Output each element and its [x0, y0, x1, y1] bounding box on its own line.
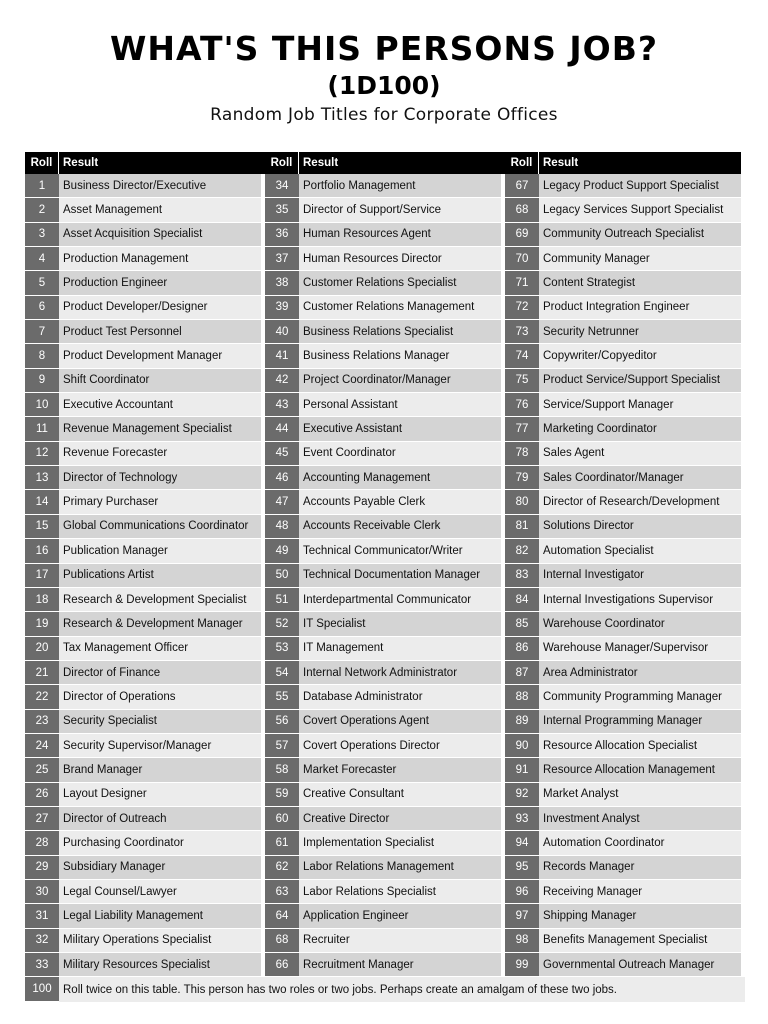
roll-number: 51 [265, 588, 299, 612]
job-title: Database Administrator [299, 685, 501, 709]
job-title: Primary Purchaser [59, 490, 261, 514]
table-row [25, 393, 745, 417]
table-row [25, 661, 745, 685]
job-title: Community Manager [539, 247, 741, 271]
column-header-roll-3: Roll [505, 152, 539, 174]
roll-number: 63 [265, 880, 299, 904]
roll-number: 54 [265, 661, 299, 685]
roll-number: 33 [25, 953, 59, 977]
table-row [25, 198, 745, 222]
result-text: Roll twice on this table. This person has two roles or two jobs. Perhaps create an amalgam of these two jobs. [59, 977, 745, 1001]
job-title: Recruiter [299, 929, 501, 953]
job-title: Investment Analyst [539, 807, 741, 831]
roll-number: 99 [505, 953, 539, 977]
job-title: Customer Relations Management [299, 296, 501, 320]
table-row [25, 344, 745, 368]
column-header-result-2: Result [299, 152, 501, 174]
job-title: Technical Documentation Manager [299, 564, 501, 588]
job-title: Community Outreach Specialist [539, 223, 741, 247]
roll-number: 73 [505, 320, 539, 344]
job-title: Revenue Management Specialist [59, 417, 261, 441]
job-title: Internal Investigations Supervisor [539, 588, 741, 612]
job-title: Director of Support/Service [299, 198, 501, 222]
roll-number: 6 [25, 296, 59, 320]
job-title: Military Operations Specialist [59, 929, 261, 953]
job-title: Brand Manager [59, 758, 261, 782]
job-title: Content Strategist [539, 271, 741, 295]
roll-number: 57 [265, 734, 299, 758]
table-row [25, 320, 745, 344]
job-title: Subsidiary Manager [59, 856, 261, 880]
roll-number: 27 [25, 807, 59, 831]
roll-number: 14 [25, 490, 59, 514]
roll-number: 16 [25, 539, 59, 563]
job-title: Director of Outreach [59, 807, 261, 831]
roll-number: 49 [265, 539, 299, 563]
roll-number: 98 [505, 929, 539, 953]
job-title: Implementation Specialist [299, 831, 501, 855]
roll-number: 85 [505, 612, 539, 636]
roll-number: 41 [265, 344, 299, 368]
job-title: Labor Relations Management [299, 856, 501, 880]
job-table [25, 152, 745, 1002]
roll-number: 1 [25, 174, 59, 198]
roll-number: 61 [265, 831, 299, 855]
roll-number: 96 [505, 880, 539, 904]
job-title: Accounting Management [299, 466, 501, 490]
job-title: Shift Coordinator [59, 369, 261, 393]
job-title: Director of Finance [59, 661, 261, 685]
column-header-roll-1: Roll [25, 152, 59, 174]
roll-number: 5 [25, 271, 59, 295]
job-title: Records Manager [539, 856, 741, 880]
job-title: Asset Management [59, 198, 261, 222]
job-title: Production Engineer [59, 271, 261, 295]
job-title: Tax Management Officer [59, 637, 261, 661]
job-title: Personal Assistant [299, 393, 501, 417]
roll-number: 53 [265, 637, 299, 661]
job-title: Portfolio Management [299, 174, 501, 198]
table-row [25, 490, 745, 514]
roll-number: 9 [25, 369, 59, 393]
roll-number: 69 [505, 223, 539, 247]
roll-number: 58 [265, 758, 299, 782]
roll-number: 12 [25, 442, 59, 466]
table-row [25, 564, 745, 588]
roll-number: 30 [25, 880, 59, 904]
table-row [25, 904, 745, 928]
job-title: Product Integration Engineer [539, 296, 741, 320]
job-title: Sales Agent [539, 442, 741, 466]
roll-number: 15 [25, 515, 59, 539]
job-title: Publications Artist [59, 564, 261, 588]
roll-number: 100 [25, 977, 59, 1001]
table-row [25, 734, 745, 758]
roll-number: 92 [505, 783, 539, 807]
column-header-result-1: Result [59, 152, 261, 174]
table-row [25, 539, 745, 563]
table-row [25, 223, 745, 247]
job-title: Recruitment Manager [299, 953, 501, 977]
roll-number: 72 [505, 296, 539, 320]
roll-number: 62 [265, 856, 299, 880]
table-row [25, 296, 745, 320]
job-title: Product Development Manager [59, 344, 261, 368]
roll-number: 13 [25, 466, 59, 490]
job-title: Copywriter/Copyeditor [539, 344, 741, 368]
job-title: Product Developer/Designer [59, 296, 261, 320]
job-title: Community Programming Manager [539, 685, 741, 709]
job-title: Governmental Outreach Manager [539, 953, 741, 977]
roll-number: 77 [505, 417, 539, 441]
roll-number: 97 [505, 904, 539, 928]
roll-number: 38 [265, 271, 299, 295]
job-title: Market Forecaster [299, 758, 501, 782]
table-row [25, 807, 745, 831]
roll-number: 91 [505, 758, 539, 782]
roll-number: 79 [505, 466, 539, 490]
job-title: Resource Allocation Management [539, 758, 741, 782]
roll-number: 10 [25, 393, 59, 417]
roll-number: 87 [505, 661, 539, 685]
table-row [25, 612, 745, 636]
job-title: Accounts Payable Clerk [299, 490, 501, 514]
job-title: Creative Director [299, 807, 501, 831]
roll-number: 52 [265, 612, 299, 636]
table-row [25, 369, 745, 393]
job-title: Legacy Services Support Specialist [539, 198, 741, 222]
roll-number: 93 [505, 807, 539, 831]
table-row [25, 637, 745, 661]
roll-number: 35 [265, 198, 299, 222]
job-title: Security Specialist [59, 710, 261, 734]
job-title: Asset Acquisition Specialist [59, 223, 261, 247]
job-title: Labor Relations Specialist [299, 880, 501, 904]
roll-number: 26 [25, 783, 59, 807]
job-title: Service/Support Manager [539, 393, 741, 417]
roll-number: 20 [25, 637, 59, 661]
job-title: Director of Research/Development [539, 490, 741, 514]
roll-number: 75 [505, 369, 539, 393]
job-title: Area Administrator [539, 661, 741, 685]
job-title: Internal Investigator [539, 564, 741, 588]
job-title: Human Resources Director [299, 247, 501, 271]
job-title: Security Supervisor/Manager [59, 734, 261, 758]
roll-number: 55 [265, 685, 299, 709]
roll-number: 11 [25, 417, 59, 441]
roll-number: 76 [505, 393, 539, 417]
job-title: Global Communications Coordinator [59, 515, 261, 539]
roll-number: 50 [265, 564, 299, 588]
roll-number: 74 [505, 344, 539, 368]
job-title: Layout Designer [59, 783, 261, 807]
roll-number: 68 [265, 929, 299, 953]
roll-number: 40 [265, 320, 299, 344]
job-title: Interdepartmental Communicator [299, 588, 501, 612]
roll-number: 81 [505, 515, 539, 539]
roll-number: 86 [505, 637, 539, 661]
roll-number: 95 [505, 856, 539, 880]
roll-number: 34 [265, 174, 299, 198]
roll-number: 64 [265, 904, 299, 928]
roll-number: 24 [25, 734, 59, 758]
roll-number: 37 [265, 247, 299, 271]
job-title: Technical Communicator/Writer [299, 539, 501, 563]
roll-number: 67 [505, 174, 539, 198]
job-title: Warehouse Coordinator [539, 612, 741, 636]
table-row [25, 417, 745, 441]
roll-number: 44 [265, 417, 299, 441]
roll-number: 90 [505, 734, 539, 758]
roll-number: 48 [265, 515, 299, 539]
job-title: Covert Operations Director [299, 734, 501, 758]
job-title: Business Relations Manager [299, 344, 501, 368]
roll-number: 17 [25, 564, 59, 588]
job-title: Internal Network Administrator [299, 661, 501, 685]
job-title: Creative Consultant [299, 783, 501, 807]
roll-number: 2 [25, 198, 59, 222]
job-title: Director of Operations [59, 685, 261, 709]
roll-number: 59 [265, 783, 299, 807]
roll-number: 46 [265, 466, 299, 490]
job-title: Military Resources Specialist [59, 953, 261, 977]
job-title: Production Management [59, 247, 261, 271]
roll-number: 47 [265, 490, 299, 514]
job-title: Legal Liability Management [59, 904, 261, 928]
job-title: Customer Relations Specialist [299, 271, 501, 295]
job-title: Automation Coordinator [539, 831, 741, 855]
table-row [25, 685, 745, 709]
job-title: Marketing Coordinator [539, 417, 741, 441]
roll-number: 43 [265, 393, 299, 417]
roll-number: 82 [505, 539, 539, 563]
job-title: Internal Programming Manager [539, 710, 741, 734]
roll-number: 31 [25, 904, 59, 928]
roll-number: 4 [25, 247, 59, 271]
roll-number: 8 [25, 344, 59, 368]
roll-number: 66 [265, 953, 299, 977]
roll-number: 19 [25, 612, 59, 636]
roll-number: 32 [25, 929, 59, 953]
job-title: Resource Allocation Specialist [539, 734, 741, 758]
roll-number: 7 [25, 320, 59, 344]
page-tagline: Random Job Titles for Corporate Offices [210, 105, 558, 125]
table-row [25, 271, 745, 295]
table-row [25, 758, 745, 782]
table-row [25, 831, 745, 855]
job-title: Event Coordinator [299, 442, 501, 466]
table-row [25, 929, 745, 953]
roll-number: 39 [265, 296, 299, 320]
job-title: Product Test Personnel [59, 320, 261, 344]
roll-number: 18 [25, 588, 59, 612]
table-row [25, 856, 745, 880]
job-title: Research & Development Manager [59, 612, 261, 636]
job-title: Revenue Forecaster [59, 442, 261, 466]
roll-number: 60 [265, 807, 299, 831]
table-row [25, 247, 745, 271]
roll-number: 22 [25, 685, 59, 709]
roll-number: 45 [265, 442, 299, 466]
table-row [25, 710, 745, 734]
roll-number: 94 [505, 831, 539, 855]
job-title: Security Netrunner [539, 320, 741, 344]
column-header-result-3: Result [539, 152, 741, 174]
job-title: Receiving Manager [539, 880, 741, 904]
job-title: Shipping Manager [539, 904, 741, 928]
table-row [25, 174, 745, 198]
table-row [25, 515, 745, 539]
table-body [25, 174, 745, 977]
page-title: WHAT'S THIS PERSONS JOB? [110, 29, 658, 68]
roll-number: 83 [505, 564, 539, 588]
job-title: Research & Development Specialist [59, 588, 261, 612]
job-title: IT Management [299, 637, 501, 661]
roll-number: 28 [25, 831, 59, 855]
job-title: Executive Accountant [59, 393, 261, 417]
job-title: Automation Specialist [539, 539, 741, 563]
roll-number: 36 [265, 223, 299, 247]
job-title: Solutions Director [539, 515, 741, 539]
roll-number: 68 [505, 198, 539, 222]
roll-number: 71 [505, 271, 539, 295]
job-title: IT Specialist [299, 612, 501, 636]
table-row [25, 442, 745, 466]
job-title: Director of Technology [59, 466, 261, 490]
table-row [25, 880, 745, 904]
roll-number: 25 [25, 758, 59, 782]
table-row [25, 466, 745, 490]
table-row [25, 783, 745, 807]
roll-number: 42 [265, 369, 299, 393]
job-title: Warehouse Manager/Supervisor [539, 637, 741, 661]
job-title: Benefits Management Specialist [539, 929, 741, 953]
roll-number: 84 [505, 588, 539, 612]
page-subtitle: (1D100) [327, 71, 441, 100]
roll-number: 3 [25, 223, 59, 247]
roll-number: 23 [25, 710, 59, 734]
job-title: Legacy Product Support Specialist [539, 174, 741, 198]
roll-number: 89 [505, 710, 539, 734]
job-title: Product Service/Support Specialist [539, 369, 741, 393]
job-title: Publication Manager [59, 539, 261, 563]
roll-number: 80 [505, 490, 539, 514]
table-header [25, 152, 745, 174]
roll-number: 88 [505, 685, 539, 709]
job-title: Market Analyst [539, 783, 741, 807]
job-title: Business Relations Specialist [299, 320, 501, 344]
roll-number: 70 [505, 247, 539, 271]
job-title: Business Director/Executive [59, 174, 261, 198]
job-title: Sales Coordinator/Manager [539, 466, 741, 490]
job-title: Accounts Receivable Clerk [299, 515, 501, 539]
table-row [25, 588, 745, 612]
column-header-roll-2: Roll [265, 152, 299, 174]
job-title: Executive Assistant [299, 417, 501, 441]
job-title: Application Engineer [299, 904, 501, 928]
roll-number: 78 [505, 442, 539, 466]
job-title: Purchasing Coordinator [59, 831, 261, 855]
job-title: Covert Operations Agent [299, 710, 501, 734]
job-title: Project Coordinator/Manager [299, 369, 501, 393]
roll-number: 21 [25, 661, 59, 685]
roll-number: 29 [25, 856, 59, 880]
roll-number: 56 [265, 710, 299, 734]
table-row [25, 953, 745, 977]
table-row-final [25, 977, 745, 1001]
job-title: Legal Counsel/Lawyer [59, 880, 261, 904]
job-title: Human Resources Agent [299, 223, 501, 247]
